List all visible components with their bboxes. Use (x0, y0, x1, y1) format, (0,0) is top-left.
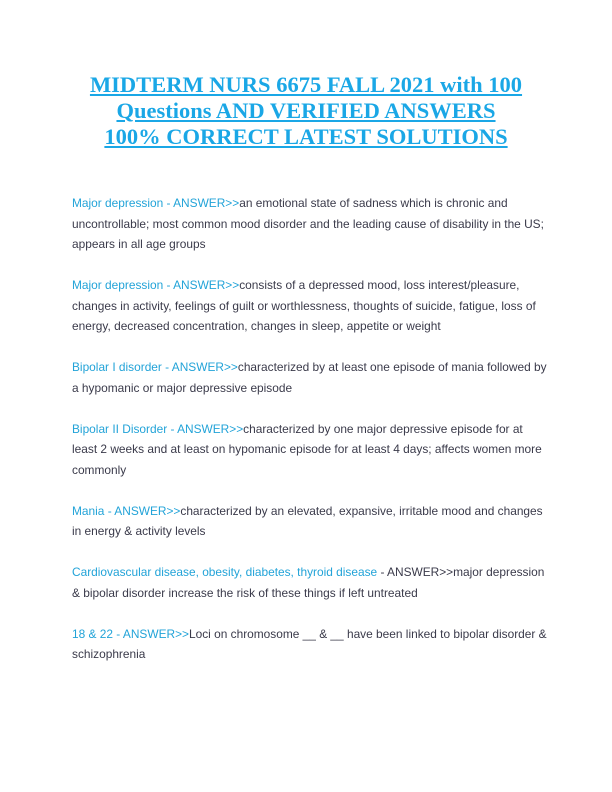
entry-answer: characterized by at least one episode of mania followed by a hypomanic or major depressive episode (72, 360, 547, 395)
qa-entry-list (72, 193, 550, 685)
entry-answer: characterized by an elevated, expansive, irritable mood and changes in energy & activity levels (72, 503, 543, 538)
entry-term: Major depression - ANSWER>> (72, 196, 240, 210)
qa-entry (72, 193, 550, 255)
entry-answer: major depression & bipolar disorder increase the risk of these things if left untreated (72, 565, 545, 600)
qa-entry (72, 275, 550, 337)
title-line-1: MIDTERM NURS 6675 FALL 2021 with 100 (89, 72, 523, 97)
entry-answer: Loci on chromosome __ & __ have been linked to bipolar disorder & schizophrenia (72, 626, 547, 661)
entry-term: Major depression - ANSWER>> (72, 278, 240, 292)
qa-entry (72, 501, 550, 542)
entry-term: 18 & 22 - ANSWER>> (72, 626, 189, 641)
title-line-2: Questions AND VERIFIED ANSWERS (116, 98, 496, 123)
document-title (40, 72, 572, 150)
entry-answer-marker: - ANSWER>> (377, 565, 454, 579)
title-line-3: 100% CORRECT LATEST SOLUTIONS (104, 124, 508, 149)
entry-term: Cardiovascular disease, obesity, diabetes, thyroid disease (72, 565, 378, 579)
qa-entry (72, 562, 550, 603)
entry-answer: an emotional state of sadness which is chronic and uncontrollable; most common mood disorder and the leading cause of disability in the US; appears in all age groups (72, 196, 544, 251)
entry-answer: characterized by one major depressive episode for at least 2 weeks and at least on hypomanic episode for at least 4 days; affects women more commonly (72, 421, 542, 477)
entry-term: Bipolar I disorder - ANSWER>> (72, 360, 238, 374)
entry-term: Mania - ANSWER>> (72, 503, 181, 518)
entry-answer: consists of a depressed mood, loss interest/pleasure, changes in activity, feelings of guilt or worthlessness, thoughts of suicide, fatigue, loss of energy, decreased concentration, changes in sleep, appetite or weight (72, 278, 536, 333)
qa-entry (72, 624, 550, 665)
entry-term: Bipolar II Disorder - ANSWER>> (72, 421, 244, 436)
qa-entry (72, 357, 550, 398)
qa-entry (72, 419, 550, 481)
